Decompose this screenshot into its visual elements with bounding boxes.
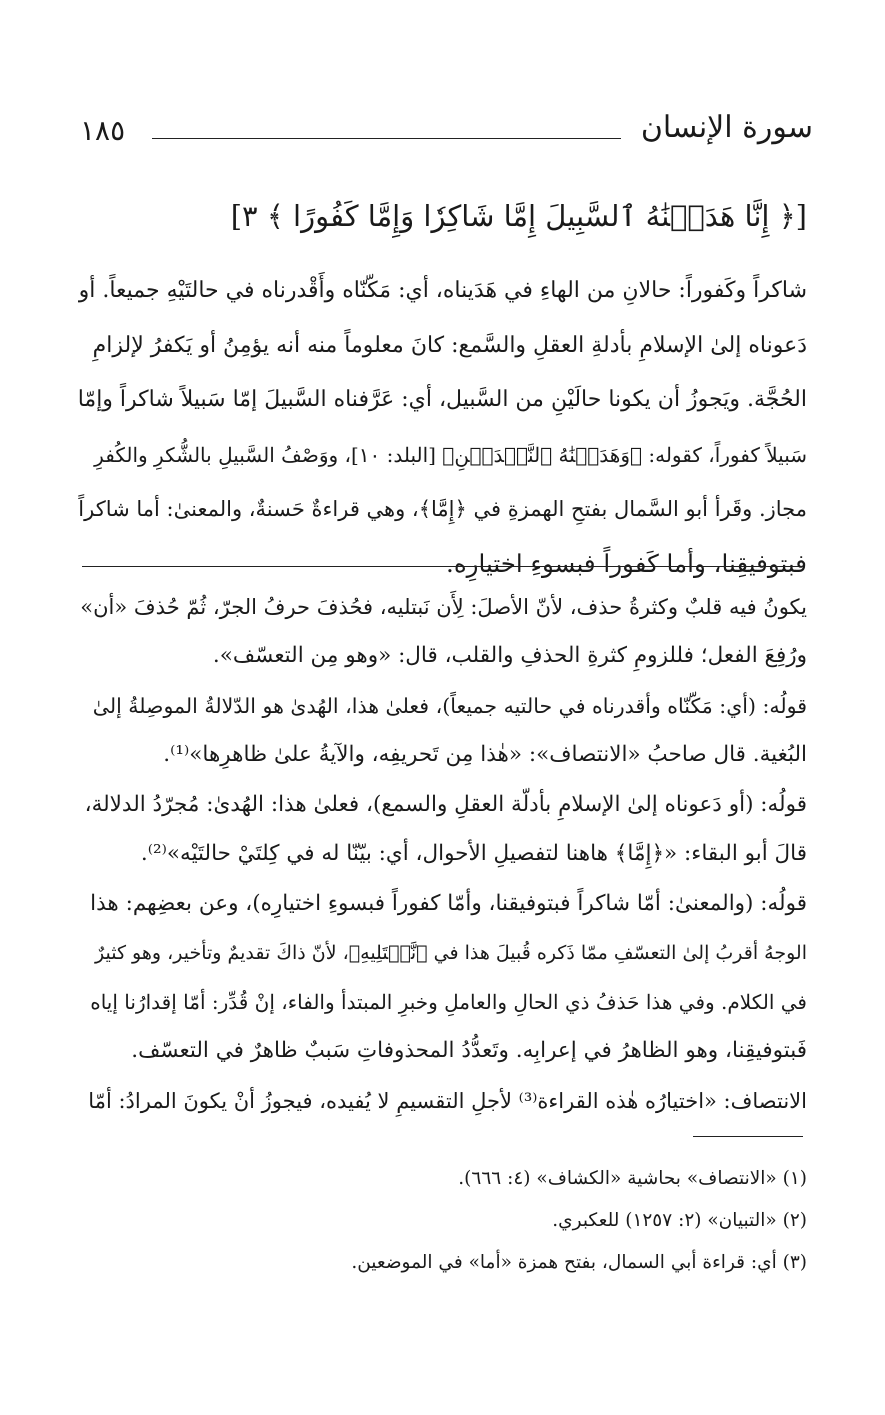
footnote-item: (١) «الانتصاف» بحاشية «الكشاف» (٤: ٦٦٦). [458,1168,807,1189]
running-header [70,110,813,154]
main-text [78,264,807,591]
commentary-line: في الكلام. وفي هذا حَذفُ ذي الحالِ والعاملِ وخبرِ المبتدأ والفاء، إنْ قُدِّر: أمّا إقدارُنا إياه [90,990,807,1014]
commentary-paragraph [78,582,807,680]
header-rule [152,138,621,139]
commentary-line: ورُفِعَ الفعل؛ فللزومِ كثرةِ الحذفِ والقلب، قال: «وهو مِن التعسّف». [212,643,807,668]
commentary-line: فَبتوفيقِنا، وهو الظاهرُ في إعرابِه. وتَعدُّدُ المحذوفاتِ سَببٌ ظاهرٌ في التعسّف. [131,1038,807,1063]
quran-verse [78,194,807,238]
commentary-line: قولُه: (والمعنىٰ: أمّا شاكراً فبتوفيقنا، وأمّا كفوراً فبسوءِ اختيارِه)، وعن بعضِهم: هذا [90,891,807,916]
main-text-line: فبتوفيقِنا، وأما كَفوراً فبسوءِ اختيارِه. [446,548,807,578]
commentary-line: الانتصاف: «اختيارُه هٰذه القراءة⁽³⁾ لأجلِ التقسيمِ لا يُفيده، فيجوزُ أنْ يكونَ المرادُ: أمّا [88,1089,807,1113]
footnotes [78,1158,807,1284]
commentary-line: يكونُ فيه قلبٌ وكثرةُ حذف، لأنّ الأصلَ: لِأَن نَبتليه، فحُذفَ حرفُ الجرّ، ثُمّ حُذفَ «أن» [80,595,807,619]
verse-text: [﴿ إِنَّا هَدَيۡنَٰهُ ٱلسَّبِيلَ إِمَّا شَاكِرٗا وَإِمَّا كَفُورًا ﴾ ٣] [230,199,807,233]
commentary-line: قولُه: (أي: مَكّنّاه وأقدرناه في حالتيه جميعاً)، فعلىٰ هذا، الهُدىٰ هو الدّلالةُ الموصِلةُ إلىٰ [92,694,807,718]
main-text-line: الحُجَّة. ويَجوزُ أن يكونا حالَيْنِ من السَّبيل، أي: عَرَّفناه السَّبيلَ إمّا سَبيلاً شاكراً وإمّا [78,387,807,412]
main-text-line: شاكراً وكَفوراً: حالانِ من الهاءِ في هَدَيناه، أي: مَكّنّاه وأَقْدرناه في حالتَيْهِ جميعاً. أو [78,278,807,303]
commentary-line: الوجهُ أقربُ إلىٰ التعسّفِ ممّا ذَكره قُبيلَ هذا في ﴿نَّبۡتَلِيهِ﴾، لأنّ ذاكَ تقديمٌ وتأخير، وهو كثيرٌ [95,942,807,964]
commentary-paragraph [78,1076,807,1125]
surah-title: سورة الإنسان [640,110,813,145]
main-text-line: مجاز. وقَرأ أبو السَّمال بفتحِ الهمزةِ في ﴿إِمَّا﴾، وهي قراءةٌ حَسنةٌ، والمعنىٰ: أما شاكراً [78,497,807,521]
main-text-line: دَعوناه إلىٰ الإسلامِ بأدلةِ العقلِ والسَّمع: كانَ معلوماً منه أنه يؤمِنُ أو يَكفرُ لإلزامِ [92,332,807,358]
page-number: ١٨٥ [80,114,126,147]
commentary-paragraph [78,780,807,878]
commentary-line: البُغية. قال صاحبُ «الانتصاف»: «هٰذا مِن تَحريفِه، والآيةُ علىٰ ظاهرِها»⁽¹⁾. [163,742,807,767]
section-divider [82,566,803,567]
commentary-paragraph [78,681,807,779]
commentary-line: قالَ أبو البقاء: «﴿إِمَّا﴾ هاهنا لتفصيلِ الأحوال، أي: بيّنّا له في كِلتَيْ حالتَيْه»⁽²⁾. [140,841,807,866]
footnote-item: (٢) «التبيان» (٢: ١٢٥٧) للعكبري. [552,1210,807,1231]
commentary-line: قولُه: (أو دَعوناه إلىٰ الإسلامِ بأدلّة العقلِ والسمع)، فعلىٰ هذا: الهُدىٰ: مُجرّدُ الدلالة، [84,792,807,817]
footnote-rule [693,1136,803,1137]
main-text-line: سَبيلاً كفوراً، كقوله: ﴿وَهَدَيۡنَٰهُ ٱلنَّجۡدَيۡنِ﴾ [البلد: ١٠]، ووَصْفُ السَّبيلِ بالشُّكرِ والكُفرِ [94,442,807,467]
commentary [78,582,807,1125]
footnote-item: (٣) أي: قراءة أبي السمال، بفتح همزة «أما» في الموضعين. [351,1252,807,1273]
commentary-paragraph [78,879,807,1075]
